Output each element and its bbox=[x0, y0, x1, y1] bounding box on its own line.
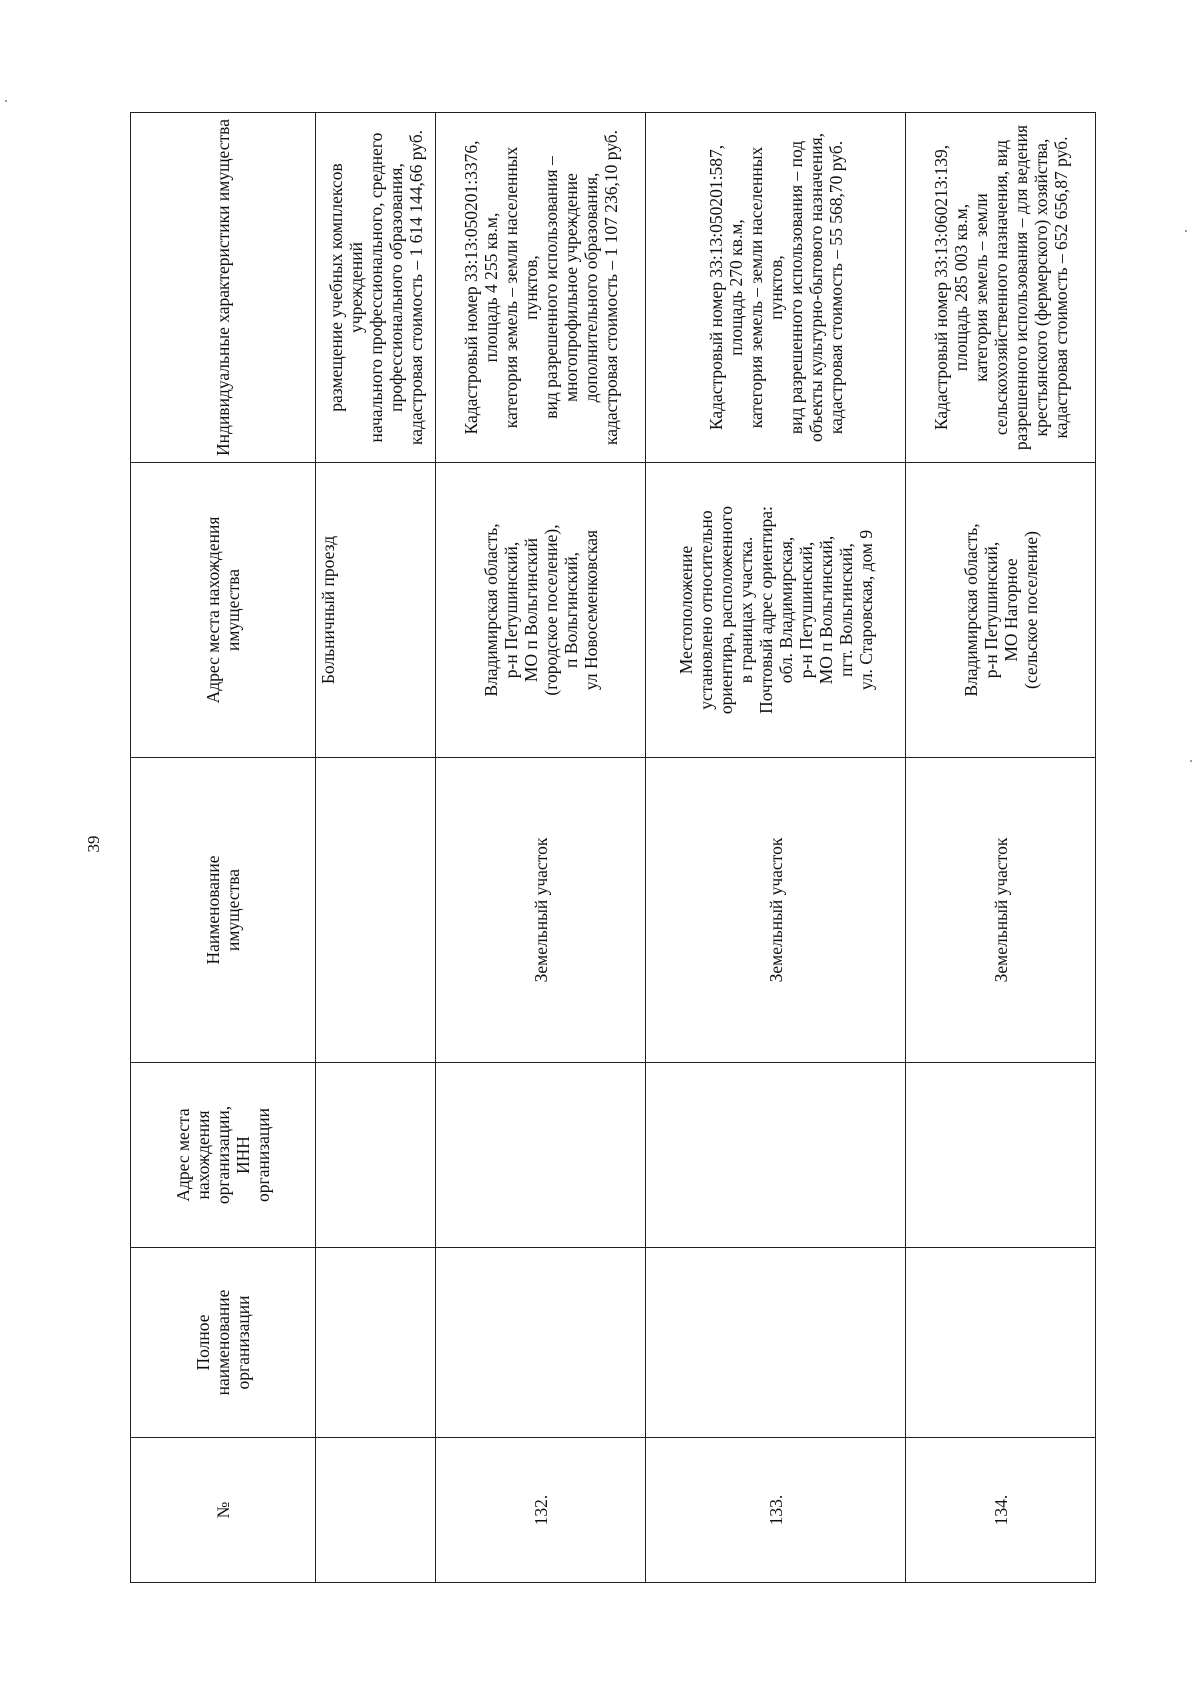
cell-property-name: Земельный участок bbox=[906, 758, 1096, 1063]
cell-org-address bbox=[316, 1063, 436, 1248]
header-characteristics: Индивидуальные характеристики имущества bbox=[131, 113, 316, 463]
header-property-name: Наименование имущества bbox=[131, 758, 316, 1063]
table-row bbox=[436, 113, 646, 1583]
cell-property-address: Больничный проезд bbox=[316, 463, 436, 758]
rotated-table-container bbox=[130, 113, 1070, 1583]
cell-number bbox=[316, 1438, 436, 1583]
cell-property-address: Местоположение установлено относительно ориентира, расположенного в границах участка. Почтовый адрес ориентира: обл. Владимирская, р-н Петушинский, МО п Вольгинский, пгт. Вольгинский, ул. Старовская, дом 9 bbox=[646, 463, 906, 758]
table-row bbox=[906, 113, 1096, 1583]
table-header-row bbox=[131, 113, 316, 1583]
scan-speck bbox=[5, 100, 7, 102]
cell-characteristics: размещение учебных комплексов учреждений начального профессионального, среднего профессионального образования, кадастровая стоимость – 1 614 144,66 руб. bbox=[316, 113, 436, 463]
cell-property-name bbox=[316, 758, 436, 1063]
property-table bbox=[130, 112, 1096, 1583]
page-number: 39 bbox=[84, 835, 103, 853]
cell-property-name: Земельный участок bbox=[436, 758, 646, 1063]
header-number: № bbox=[131, 1438, 316, 1583]
table-row bbox=[316, 113, 436, 1583]
cell-characteristics: Кадастровый номер 33:13:060213:139, площадь 285 003 кв.м, категория земель – земли сельскохозяйственного назначения, вид разрешенного использования – для ведения крестьянского (фермерского) хозяйства, кадастровая стоимость – 652 656,87 руб. bbox=[906, 113, 1096, 463]
cell-property-address: Владимирская область, р-н Петушинский, МО п Вольгинский (городское поселение), п Вольгинский, ул Новосеменковская bbox=[436, 463, 646, 758]
scan-speck bbox=[1185, 230, 1187, 232]
cell-org-address bbox=[436, 1063, 646, 1248]
cell-number: 134. bbox=[906, 1438, 1096, 1583]
table-row bbox=[646, 113, 906, 1583]
cell-org-name bbox=[906, 1248, 1096, 1438]
header-org-address: Адрес места нахождения организации, ИНН организации bbox=[131, 1063, 316, 1248]
cell-characteristics: Кадастровый номер 33:13:050201:3376, площадь 4 255 кв.м, категория земель – земли населенных пунктов, вид разрешенного использования – многопрофильное учреждение дополнительного образования, кадастровая стоимость – 1 107 236,10 руб. bbox=[436, 113, 646, 463]
cell-org-name bbox=[646, 1248, 906, 1438]
cell-property-name: Земельный участок bbox=[646, 758, 906, 1063]
cell-org-address bbox=[646, 1063, 906, 1248]
header-property-address: Адрес места нахождения имущества bbox=[131, 463, 316, 758]
cell-org-address bbox=[906, 1063, 1096, 1248]
cell-property-address: Владимирская область, р-н Петушинский, МО Нагорное (сельское поселение) bbox=[906, 463, 1096, 758]
cell-org-name bbox=[316, 1248, 436, 1438]
cell-number: 133. bbox=[646, 1438, 906, 1583]
scan-speck bbox=[1190, 760, 1192, 762]
cell-characteristics: Кадастровый номер 33:13:050201:587, площадь 270 кв.м, категория земель – земли населенных пунктов, вид разрешенного использования – под объекты культурно-бытового назначения, кадастровая стоимость – 55 568,70 руб. bbox=[646, 113, 906, 463]
cell-number: 132. bbox=[436, 1438, 646, 1583]
header-org-name: Полное наименование организации bbox=[131, 1248, 316, 1438]
cell-org-name bbox=[436, 1248, 646, 1438]
